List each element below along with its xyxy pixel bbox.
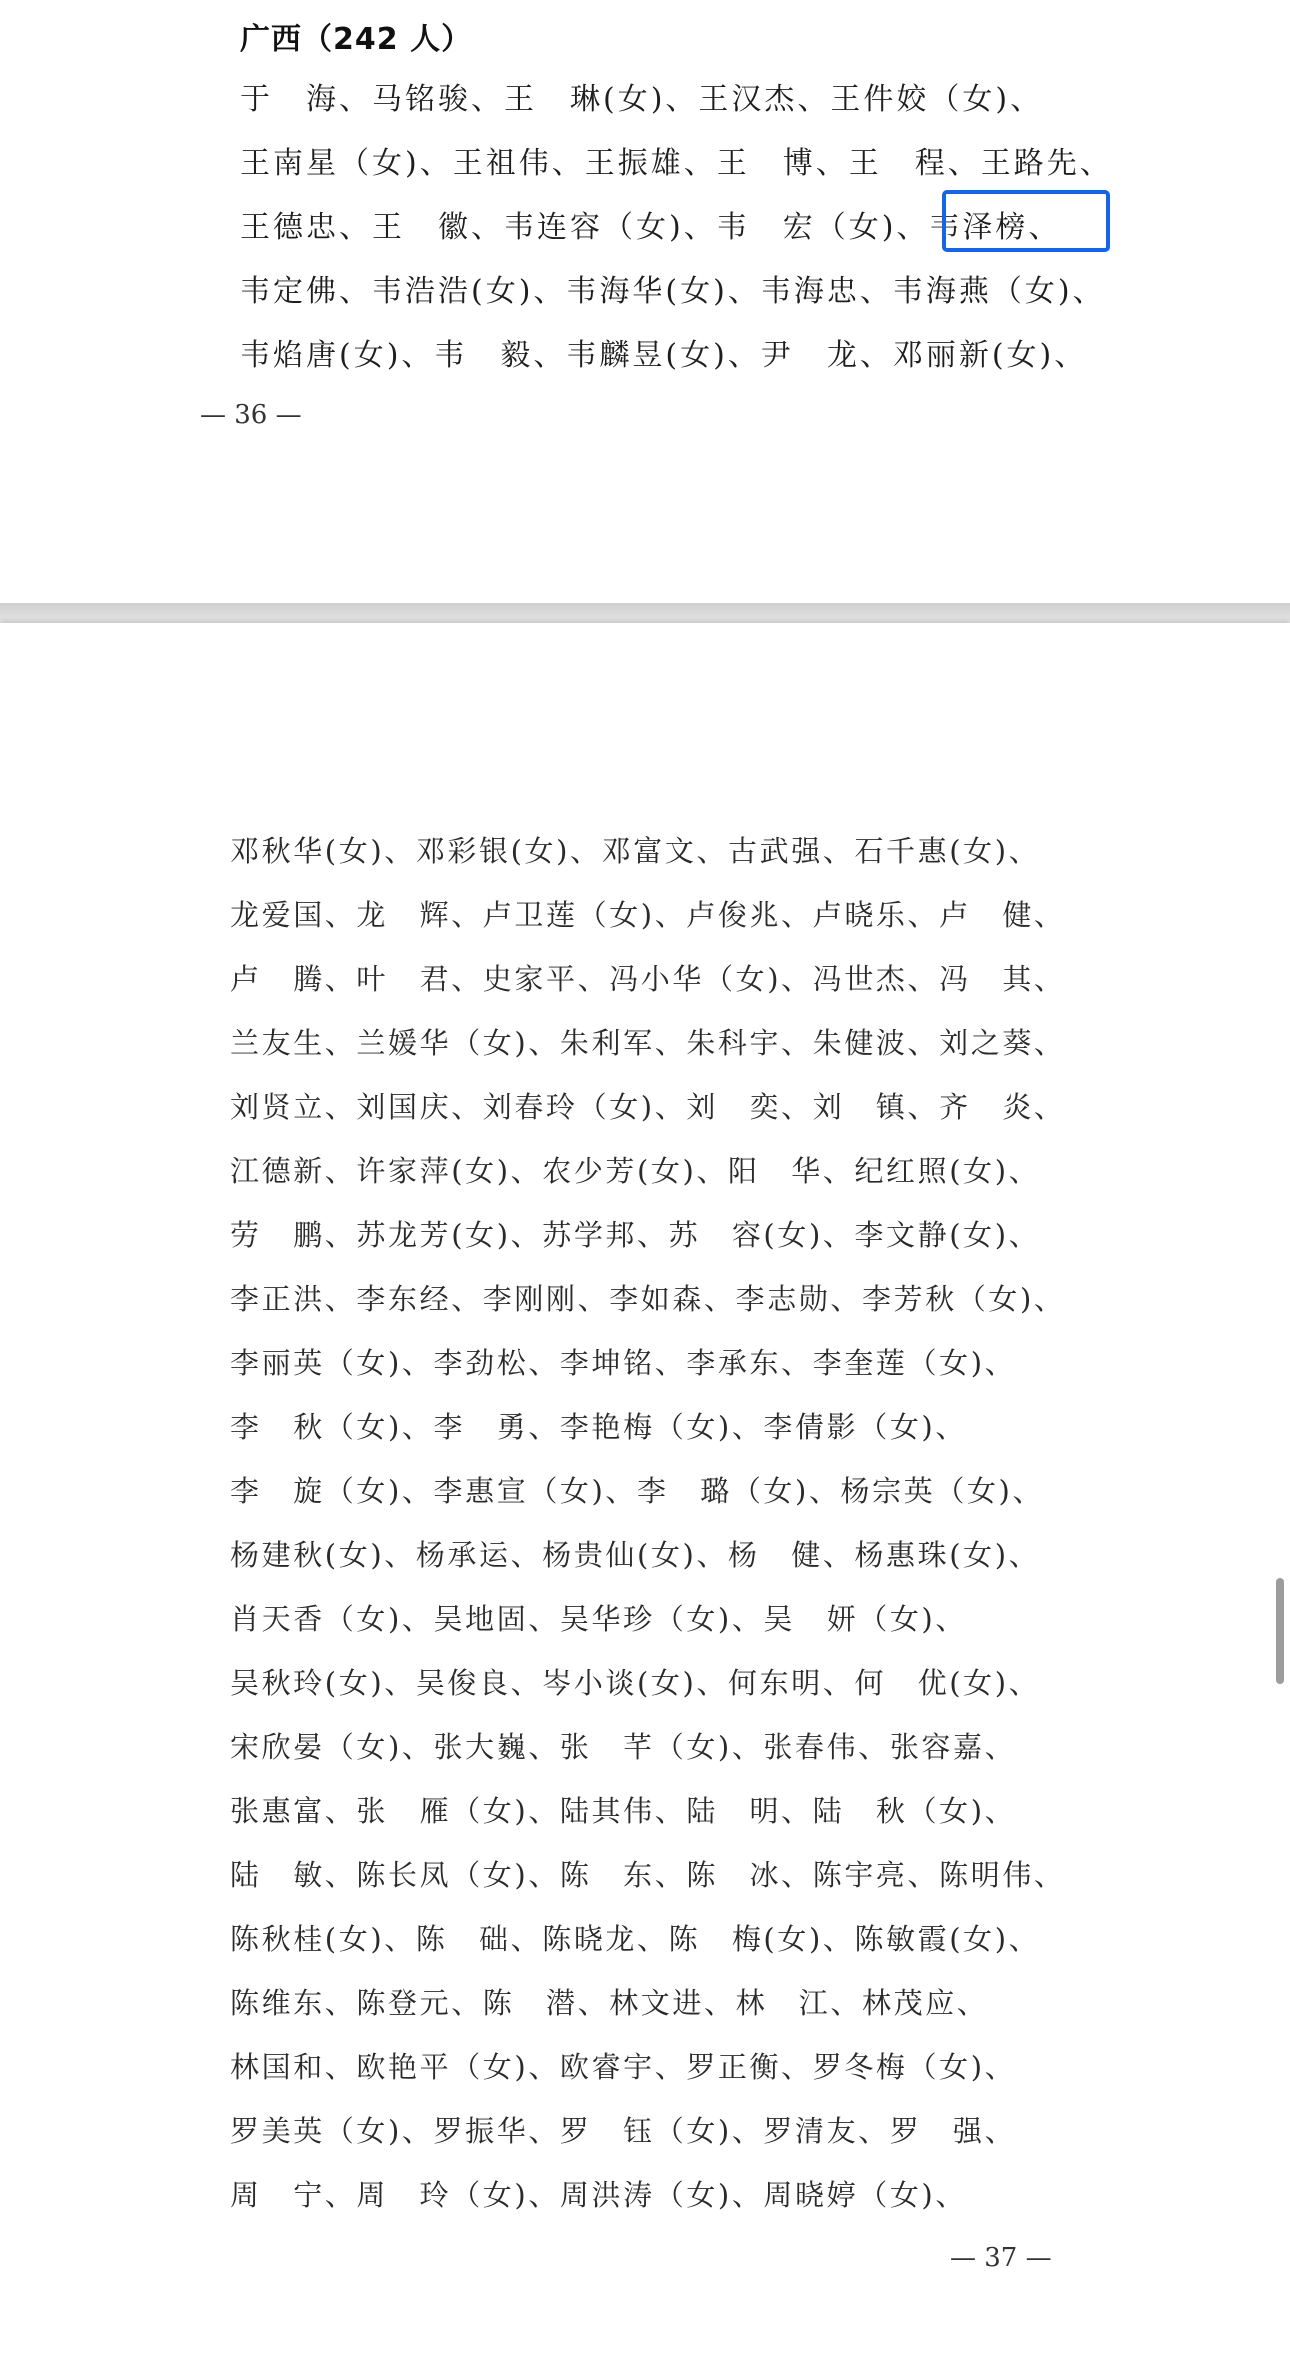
page-separator	[0, 603, 1290, 623]
name-list-line: 李正洪、李东经、李刚刚、李如森、李志勋、李芳秋（女)、	[230, 1282, 1066, 1316]
document-page-37	[0, 623, 1290, 2363]
page-number: — 37 —	[950, 2243, 1052, 2273]
name-list-line: 韦定佛、韦浩浩(女)、韦海华(女)、韦海忠、韦海燕（女)、	[240, 274, 1106, 309]
name-list-line: 张惠富、张 雁（女)、陆其伟、陆 明、陆 秋（女)、	[230, 1794, 1017, 1828]
page-number: — 36 —	[200, 400, 302, 430]
name-list-line: 于 海、马铭骏、王 琳(女)、王汉杰、王件姣（女)、	[240, 82, 1044, 117]
scrollbar-thumb[interactable]	[1276, 1578, 1284, 1684]
name-list-line: 王德忠、王 徽、韦连容（女)、韦 宏（女)、韦泽榜、	[240, 210, 1062, 245]
name-list-line: 韦焰唐(女)、韦 毅、韦麟昱(女)、尹 龙、邓丽新(女)、	[240, 338, 1088, 373]
name-list-line: 龙爱国、龙 辉、卢卫莲（女)、卢俊兆、卢晓乐、卢 健、	[230, 898, 1066, 932]
name-list-line: 陈维东、陈登元、陈 潜、林文进、林 江、林茂应、	[230, 1986, 989, 2020]
name-list-line: 李 旋（女)、李惠宣（女)、李 璐（女)、杨宗英（女)、	[230, 1474, 1045, 1508]
highlight-box	[942, 190, 1110, 252]
name-list-line: 罗美英（女)、罗振华、罗 钰（女)、罗清友、罗 强、	[230, 2114, 1017, 2148]
name-list-line: 劳 鹏、苏龙芳(女)、苏学邦、苏 容(女)、李文静(女)、	[230, 1218, 1041, 1252]
name-list-line: 陆 敏、陈长凤（女)、陈 东、陈 冰、陈宇亮、陈明伟、	[230, 1858, 1066, 1892]
name-list-line: 李 秋（女)、李 勇、李艳梅（女)、李倩影（女)、	[230, 1410, 967, 1444]
name-list-line: 兰友生、兰媛华（女)、朱利军、朱科宇、朱健波、刘之葵、	[230, 1026, 1066, 1060]
name-list-line: 邓秋华(女)、邓彩银(女)、邓富文、古武强、石千惠(女)、	[230, 834, 1041, 868]
name-list-line: 王南星（女)、王祖伟、王振雄、王 博、王 程、王路先、	[240, 146, 1113, 181]
name-list-line: 吴秋玲(女)、吴俊良、岑小谈(女)、何东明、何 优(女)、	[230, 1666, 1041, 1700]
name-list-line: 江德新、许家萍(女)、农少芳(女)、阳 华、纪红照(女)、	[230, 1154, 1041, 1188]
name-list-line: 宋欣晏（女)、张大巍、张 芊（女)、张春伟、张容嘉、	[230, 1730, 1017, 1764]
name-list-line: 陈秋桂(女)、陈 础、陈晓龙、陈 梅(女)、陈敏霞(女)、	[230, 1922, 1041, 1956]
name-list-line: 卢 腾、叶 君、史家平、冯小华（女)、冯世杰、冯 其、	[230, 962, 1066, 996]
name-list-line: 肖天香（女)、吴地固、吴华珍（女)、吴 妍（女)、	[230, 1602, 967, 1636]
name-list-line: 杨建秋(女)、杨承运、杨贵仙(女)、杨 健、杨惠珠(女)、	[230, 1538, 1041, 1572]
name-list-line: 李丽英（女)、李劲松、李坤铭、李承东、李奎莲（女)、	[230, 1346, 1017, 1380]
document-page-36	[0, 0, 1290, 603]
name-list-line: 周 宁、周 玲（女)、周洪涛（女)、周晓婷（女)、	[230, 2178, 967, 2212]
name-list-line: 林国和、欧艳平（女)、欧睿宇、罗正衡、罗冬梅（女)、	[230, 2050, 1017, 2084]
name-list-line: 刘贤立、刘国庆、刘春玲（女)、刘 奕、刘 镇、齐 炎、	[230, 1090, 1066, 1124]
section-heading: 广西（242 人）	[240, 22, 473, 57]
